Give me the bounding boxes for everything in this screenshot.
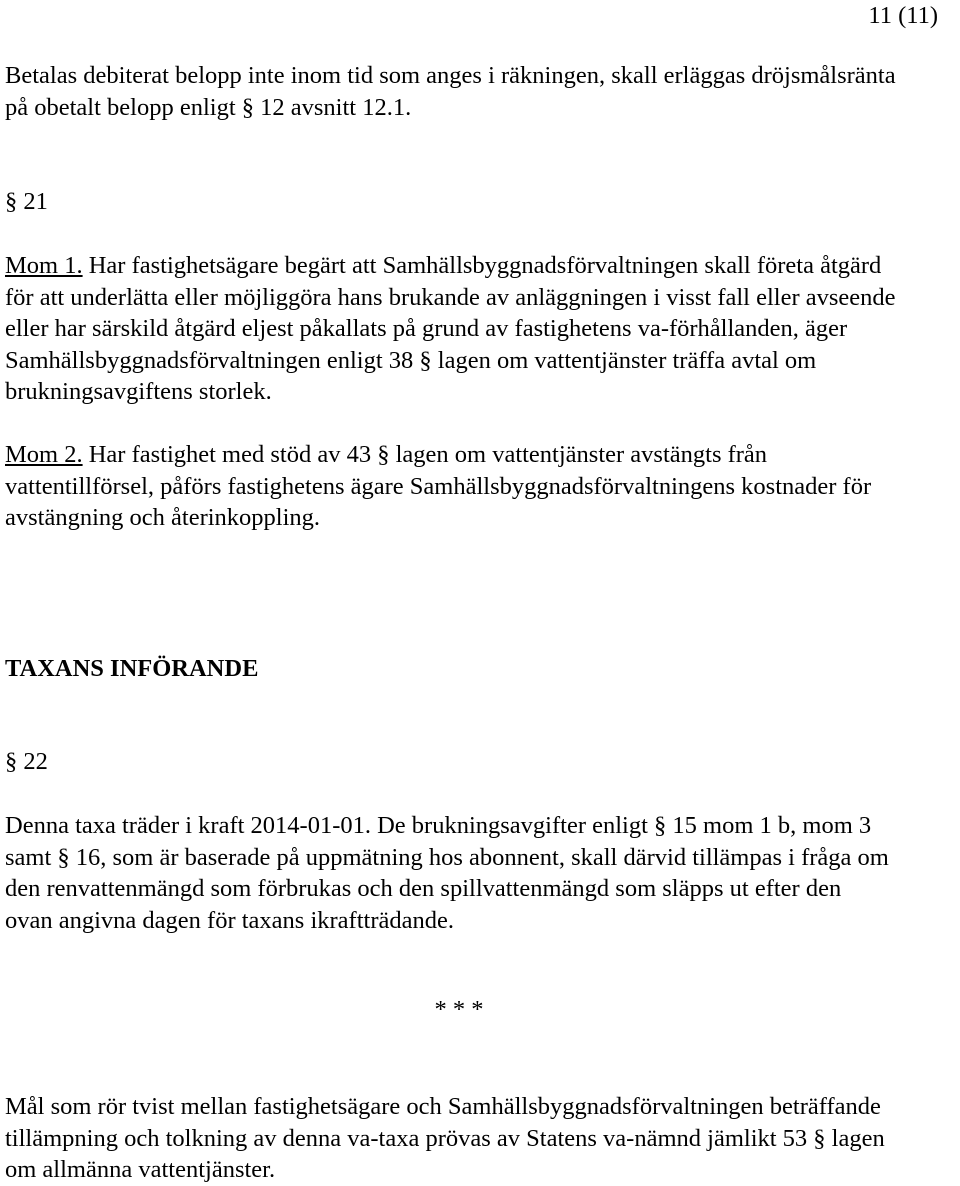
paragraph-late-payment: Betalas debiterat belopp inte inom tid som anges i räkningen, skall erläggas dröjsmålsränta på obetalt belopp enligt § 12 avsnitt 12.1. [5, 62, 896, 121]
page-number: 11 (11) [868, 2, 938, 29]
section-22-heading: § 22 [5, 748, 48, 775]
mom-2-label: Mom 2. [5, 441, 83, 468]
separator-asterisks: * * * [434, 996, 484, 1023]
paragraph-effective-date: Denna taxa träder i kraft 2014-01-01. De brukningsavgifter enligt § 15 mom 1 b, mom 3 samt § 16, som är baserade på uppmätning hos abonnent, skall därvid tillämpas i fråga om den renvattenmängd som förbrukas och den spillvattenmängd som släpps ut efter den ovan angivna dagen för taxans ikraftträdande. [5, 812, 889, 934]
section-heading-taxans-inforande: TAXANS INFÖRANDE [5, 655, 259, 682]
mom-1-label: Mom 1. [5, 252, 83, 279]
paragraph-dispute-resolution: Mål som rör tvist mellan fastighetsägare och Samhällsbyggnadsförvaltningen beträffande tillämpning och tolkning av denna va-taxa prövas av Statens va-nämnd jämlikt 53 § lagen om allmänna vattentjänster. [5, 1093, 885, 1183]
mom-1-paragraph [5, 250, 946, 408]
mom-2-paragraph [5, 439, 946, 534]
mom-2-text: Har fastighet med stöd av 43 § lagen om vattentjänster avstängts från vattentillförsel, påförs fastighetens ägare Samhällsbyggnadsförvaltningens kostnader för avstängning och återinkoppling. [5, 441, 872, 531]
section-21-heading: § 21 [5, 188, 48, 215]
mom-1-text: Har fastighetsägare begärt att Samhällsbyggnadsförvaltningen skall företa åtgärd för att underlätta eller möjliggöra hans brukande av anläggningen i visst fall eller avseende eller har särskild åtgärd eljest påkallats på grund av fastighetens va-förhållanden, äger Samhällsbyggnadsförvaltningen enligt 38 § lagen om vattentjänster träffa avtal om brukningsavgiftens storlek. [5, 252, 896, 405]
